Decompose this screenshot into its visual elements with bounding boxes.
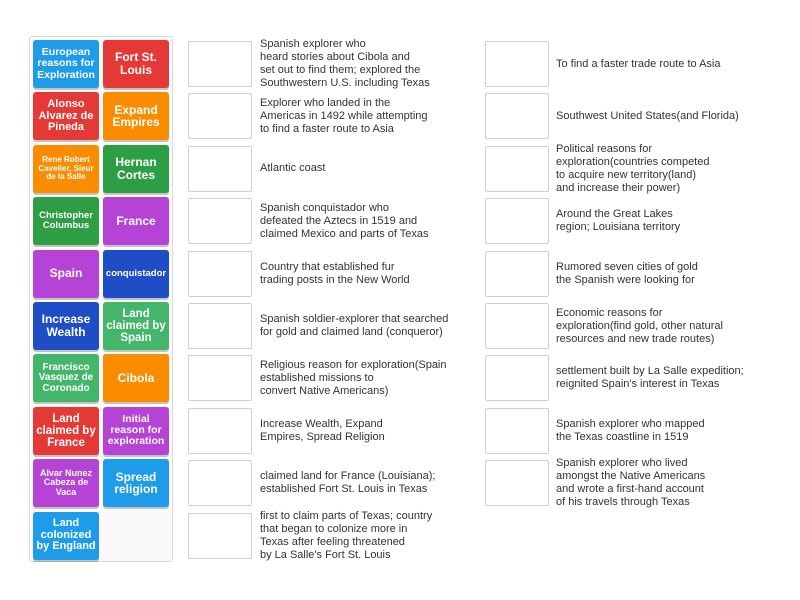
tile-francisco-vasquez-de-coronado[interactable] bbox=[33, 354, 99, 402]
right-description: Spanish explorer who mapped the Texas coastline in 1519 bbox=[556, 417, 705, 443]
right-description: Political reasons for exploration(countries competed to acquire new territory(land) and increase their power) bbox=[556, 142, 710, 194]
left-drop-slot[interactable] bbox=[188, 303, 252, 349]
tile-label: Expand Empires bbox=[112, 102, 160, 130]
tile-alonso-alvarez-de-pineda[interactable] bbox=[33, 92, 99, 140]
right-drop-slot[interactable] bbox=[485, 251, 549, 297]
right-description: To find a faster trade route to Asia bbox=[556, 57, 721, 70]
tile-label: Christopher Columbus bbox=[39, 210, 93, 232]
left-description: Country that established fur trading posts in the New World bbox=[260, 260, 410, 286]
right-drop-slot[interactable] bbox=[485, 198, 549, 244]
left-drop-slot[interactable] bbox=[188, 251, 252, 297]
tile-label: Land colonized by England bbox=[36, 517, 96, 553]
tile-land-claimed-by-spain[interactable] bbox=[103, 302, 169, 350]
left-drop-slot[interactable] bbox=[188, 93, 252, 139]
tile-fort-st-louis[interactable] bbox=[103, 40, 169, 88]
tile-rene-robert-cavelier-sieur-de-la-salle[interactable] bbox=[33, 145, 99, 193]
right-drop-slot[interactable] bbox=[485, 41, 549, 87]
left-description: Spanish soldier-explorer that searched for gold and claimed land (conqueror) bbox=[260, 313, 449, 338]
left-description: Atlantic coast bbox=[260, 162, 326, 175]
right-description: Spanish explorer who lived amongst the Native Americans and wrote a first-hand account of his travels through Texas bbox=[556, 457, 706, 509]
tile-european-reasons-for-exploration[interactable] bbox=[33, 40, 99, 88]
tile-hernan-cortes[interactable] bbox=[103, 145, 169, 193]
tile-expand-empires[interactable] bbox=[103, 92, 169, 140]
tile-initial-reason-for-exploration[interactable] bbox=[103, 407, 169, 455]
right-drop-slot[interactable] bbox=[485, 460, 549, 506]
tile-label: Spread religion bbox=[114, 469, 158, 497]
tile-label: Fort St. Louis bbox=[115, 50, 157, 77]
left-description: first to claim parts of Texas; country that began to colonize more in Texas after feeling threatened by La Salle's Fort St. Louis bbox=[260, 509, 433, 561]
left-drop-slot[interactable] bbox=[188, 513, 252, 559]
tile-label: Cibola bbox=[117, 371, 155, 386]
right-drop-slot[interactable] bbox=[485, 146, 549, 192]
left-description: Spanish conquistador who defeated the Aztecs in 1519 and claimed Mexico and parts of Texas bbox=[260, 201, 429, 240]
tile-france[interactable] bbox=[103, 197, 169, 245]
left-description: Explorer who landed in the Americas in 1492 while attempting to find a faster route to Asia bbox=[260, 96, 428, 135]
tile-land-colonized-by-england[interactable] bbox=[33, 512, 99, 560]
tile-label: Alvar Nunez Cabeza de Vaca bbox=[39, 468, 92, 497]
tile-label: France bbox=[116, 213, 156, 228]
tile-label: Rene Robert Cavelier, Sieur de la Salle bbox=[38, 155, 94, 181]
tile-label: Hernan Cortes bbox=[115, 155, 157, 182]
left-description: Spanish explorer who heard stories about Cibola and set out to find them; explored the Southwestern U.S. including Texas bbox=[260, 38, 430, 89]
tile-label: Initial reason for exploration bbox=[107, 413, 165, 448]
tile-label: Spain bbox=[49, 266, 83, 281]
tile-alvar-nunez-cabeza-de-vaca[interactable] bbox=[33, 459, 99, 507]
tile-label: Land claimed by Spain bbox=[106, 307, 166, 345]
right-drop-slot[interactable] bbox=[485, 93, 549, 139]
right-description: Southwest United States(and Florida) bbox=[556, 109, 739, 122]
left-drop-slot[interactable] bbox=[188, 41, 252, 87]
right-drop-slot[interactable] bbox=[485, 303, 549, 349]
right-drop-slot[interactable] bbox=[485, 408, 549, 454]
tile-spain[interactable] bbox=[33, 250, 99, 298]
left-description: Religious reason for exploration(Spain established missions to convert Native Americans) bbox=[260, 358, 447, 397]
left-description: Increase Wealth, Expand Empires, Spread Religion bbox=[260, 417, 385, 443]
left-drop-slot[interactable] bbox=[188, 198, 252, 244]
tile-spread-religion[interactable] bbox=[103, 459, 169, 507]
right-description: settlement built by La Salle expedition; reignited Spain's interest in Texas bbox=[556, 365, 744, 391]
right-drop-slot[interactable] bbox=[485, 355, 549, 401]
tile-land-claimed-by-france[interactable] bbox=[33, 407, 99, 455]
left-drop-slot[interactable] bbox=[188, 408, 252, 454]
tile-label: Francisco Vasquez de Coronado bbox=[38, 361, 94, 394]
tile-label: conquistador bbox=[105, 267, 167, 279]
right-description: Rumored seven cities of gold the Spanish were looking for bbox=[556, 260, 698, 286]
left-drop-slot[interactable] bbox=[188, 460, 252, 506]
tile-label: Alonso Alvarez de Pineda bbox=[38, 98, 94, 134]
right-description: Around the Great Lakes region; Louisiana territory bbox=[556, 208, 681, 234]
tile-increase-wealth[interactable] bbox=[33, 302, 99, 350]
tile-label: Land claimed by France bbox=[36, 412, 96, 449]
tile-label: European reasons for Exploration bbox=[37, 46, 95, 81]
tile-christopher-columbus[interactable] bbox=[33, 197, 99, 245]
left-drop-slot[interactable] bbox=[188, 355, 252, 401]
tile-cibola[interactable] bbox=[103, 354, 169, 402]
left-description: claimed land for France (Louisiana); established Fort St. Louis in Texas bbox=[260, 470, 436, 496]
left-drop-slot[interactable] bbox=[188, 146, 252, 192]
tile-label: Increase Wealth bbox=[41, 312, 91, 339]
tile-conquistador[interactable] bbox=[103, 250, 169, 298]
right-description: Economic reasons for exploration(find gold, other natural resources and new trade routes) bbox=[556, 306, 723, 345]
